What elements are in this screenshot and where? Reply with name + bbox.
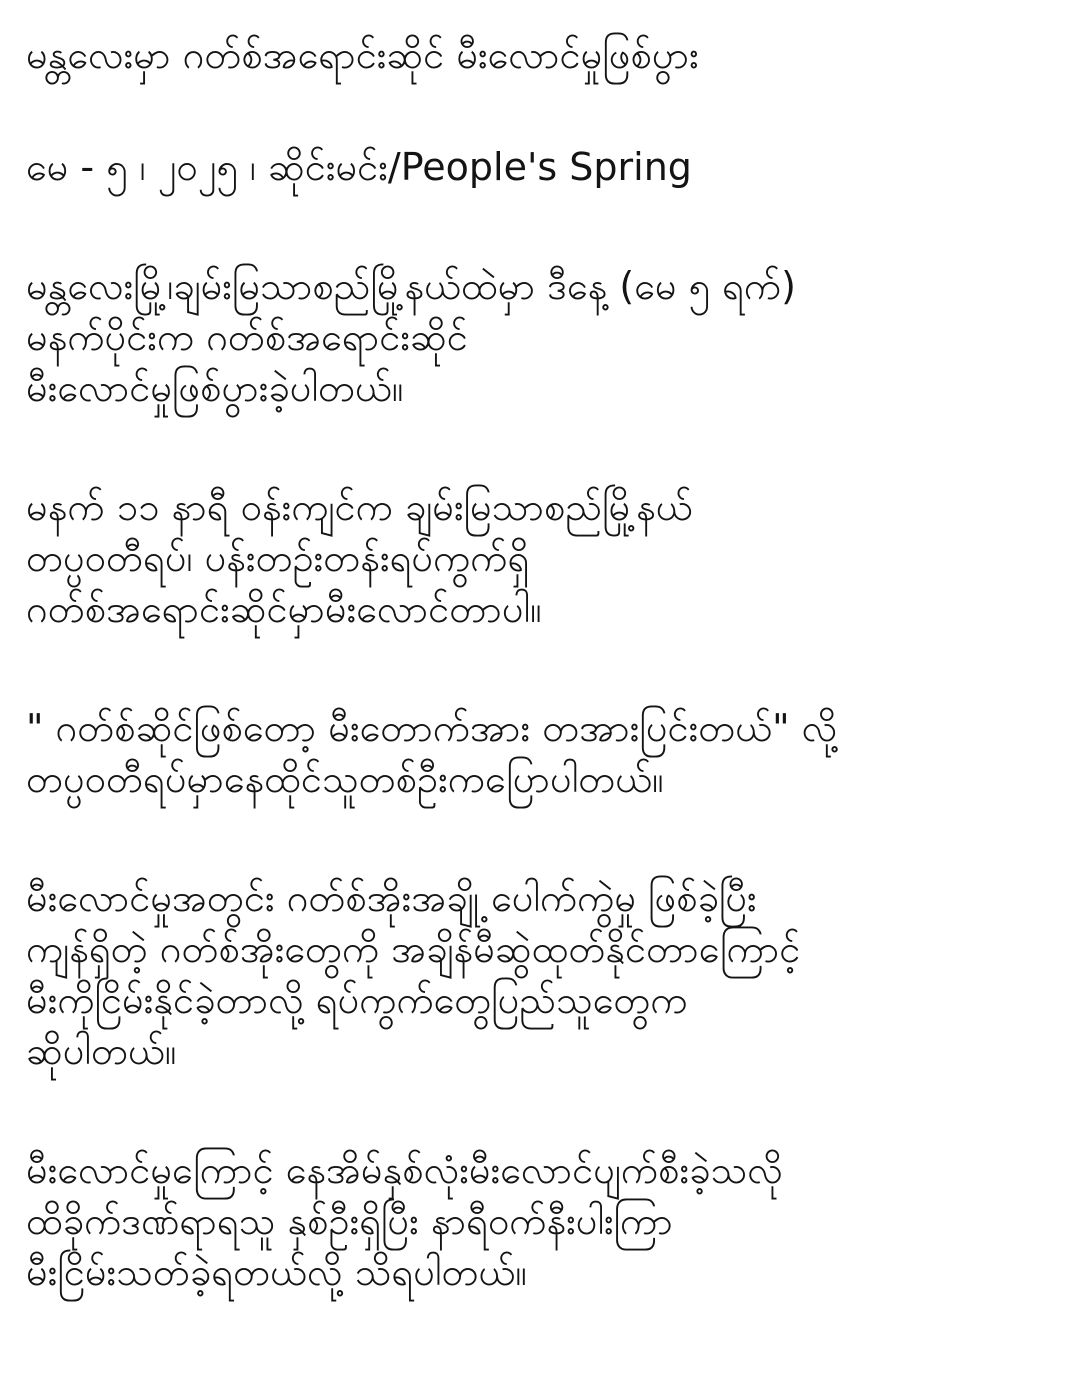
paragraph-line: မီးကိုငြိမ်းနိုင်ခဲ့တာလို့ ရပ်ကွက်တွေပြည်သူတွေက [26, 978, 688, 1022]
paragraph-line: မနက် ၁၁ နာရီ ဝန်းကျင်က ချမ်းမြသာစည်မြို့နယ် [26, 485, 693, 529]
spacer [26, 805, 1066, 873]
paragraph-line: ဆိုပါတယ်။ [26, 1029, 177, 1073]
spacer [26, 1077, 1066, 1145]
paragraph-3 [26, 703, 1066, 805]
spacer [26, 193, 1066, 261]
paragraph-line: တပ္ပဝတီရပ်မှာနေထိုင်သူတစ်ဦးကပြောပါတယ်။ [26, 757, 664, 801]
paragraph-line: မနက်ပိုင်းက ဂတ်စ်အရောင်းဆိုင် [26, 315, 468, 359]
paragraph-line: " ဂတ်စ်ဆိုင်ဖြစ်တော့ မီးတောက်အား တအားပြင်းတယ်" လို့ [26, 706, 838, 750]
paragraph-line: ထိခိုက်ဒဏ်ရာရသူ နှစ်ဦးရှိပြီး နာရီဝက်နီးပါးကြာ [26, 1199, 673, 1243]
headline: မန္တလေးမှာ ဂတ်စ်အရောင်းဆိုင် မီးလောင်မှုဖြစ်ပွား [26, 33, 699, 77]
paragraph-line: မီးလောင်မှုအတွင်း ဂတ်စ်အိုးအချို့ ပေါက်ကွဲမှု ဖြစ်ခဲ့ပြီး [26, 876, 757, 920]
spacer [26, 81, 1066, 142]
paragraph-5 [26, 1145, 1066, 1298]
dateline: မေ - ၅ ၊ ၂၀၂၅ ၊ ဆိုင်းမင်း/People's Spring [26, 145, 692, 189]
spacer [26, 635, 1066, 703]
paragraph-2 [26, 482, 1066, 635]
paragraph-line: ဂတ်စ်အရောင်းဆိုင်မှာမီးလောင်တာပါ။ [26, 587, 542, 631]
news-post [26, 30, 1066, 1298]
paragraph-1 [26, 261, 1066, 414]
paragraph-line: မီးလောင်မှုကြောင့် နေအိမ်နှစ်လုံးမီးလောင်ပျက်စီးခဲ့သလို [26, 1148, 783, 1192]
paragraph-line: ကျန်ရှိတဲ့ ဂတ်စ်အိုးတွေကို အချိန်မီဆွဲထုတ်နိုင်တာကြောင့် [26, 927, 801, 971]
paragraph-line: တပ္ပဝတီရပ်၊ ပန်းတဉ်းတန်းရပ်ကွက်ရှိ [26, 536, 530, 580]
paragraph-line: မန္တလေးမြို့၊ချမ်းမြသာစည်မြို့နယ်ထဲမှာ ဒီနေ့ (မေ ၅ ရက်) [26, 264, 796, 308]
paragraph-line: မီးလောင်မှုဖြစ်ပွားခဲ့ပါတယ်။ [26, 366, 404, 410]
paragraph-4 [26, 873, 1066, 1077]
spacer [26, 414, 1066, 482]
paragraph-line: မီးငြိမ်းသတ်ခဲ့ရတယ်လို့ သိရပါတယ်။ [26, 1250, 527, 1294]
